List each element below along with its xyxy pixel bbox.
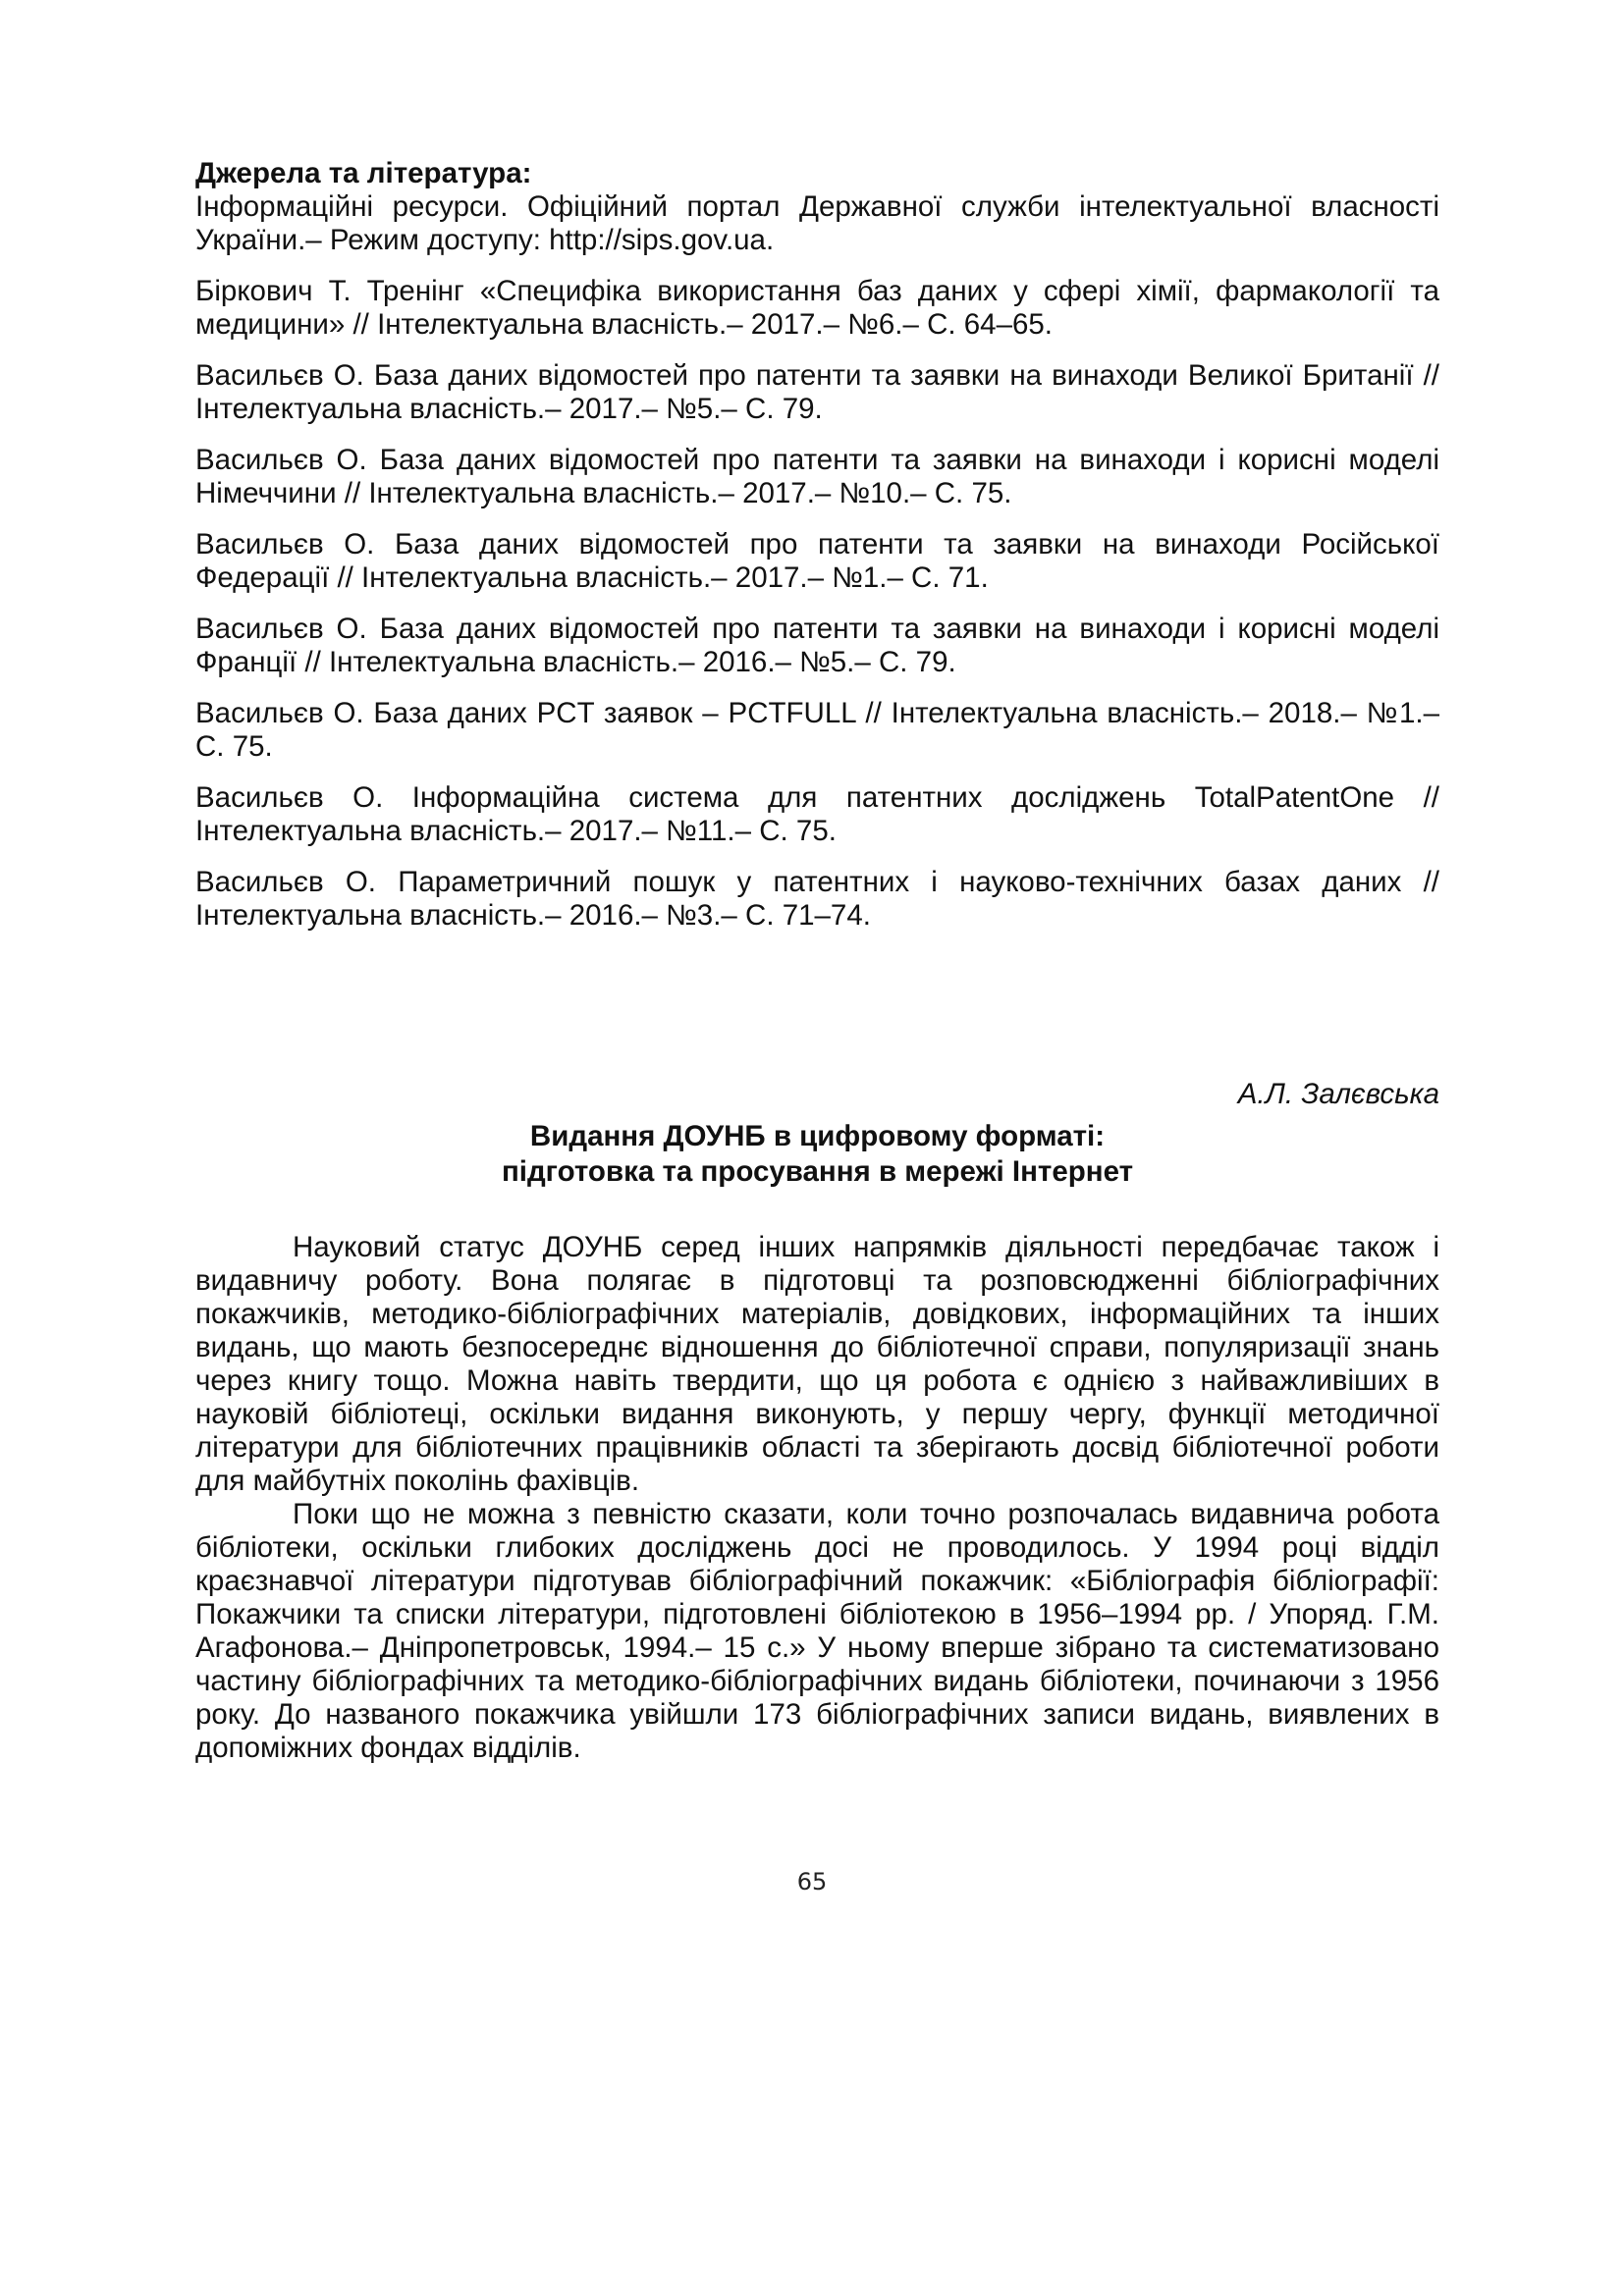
article-title-line-1: Видання ДОУНБ в цифровому форматі: [529,1120,1106,1152]
reference-item: Інформаційні ресурси. Офіційний портал Державної служби інтелектуальної власності України.– Режим доступу: http://sips.gov.ua. [195,190,1439,256]
reference-item: Біркович Т. Тренінг «Специфіка використання баз даних у сфері хімії, фармакології та медицини» // Інтелектуальна власність.– 2017.– №6.– С. 64–65. [195,275,1439,341]
article-author: А.Л. Залєвська [1237,1078,1439,1110]
reference-item: Васильєв О. Параметричний пошук у патентних і науково-технічних базах даних // Інтелектуальна власність.– 2016.– №3.– С. 71–74. [195,866,1439,932]
body-paragraph: Науковий статус ДОУНБ серед інших напрямків діяльності передбачає також і видавничу роботу. Вона полягає в підготовці та розповсюдженні бібліографічних покажчиків, методико-бібліографічних матеріалів, довідкових, інформаційних та інших видань, що мають безпосереднє відношення до бібліотечної справи, популяризації знань через книгу тощо. Можна навіть твердити, що ця робота є однією з найважливіших в науковій бібліотеці, оскільки видання виконують, у першу чергу, функції методичної літератури для бібліотечних працівників області та зберігають досвід бібліотечної роботи для майбутніх поколінь фахівців. [195,1231,1439,1497]
page-content [195,157,1439,1765]
article-title-line-2: підготовка та просування в мережі Інтернет [501,1155,1134,1188]
article-title [195,1119,1439,1190]
reference-list [195,190,1439,933]
reference-item: Васильєв О. База даних відомостей про патенти та заявки на винаходи і корисні моделі Німеччини // Інтелектуальна власність.– 2017.– №10.– С. 75. [195,444,1439,509]
reference-item: Васильєв О. База даних відомостей про патенти та заявки на винаходи Великої Британії // Інтелектуальна власність.– 2017.– №5.– С. 79. [195,359,1439,425]
reference-item: Васильєв О. База даних PCT заявок – PCTFULL // Інтелектуальна власність.– 2018.– №1.– С. 75. [195,697,1439,763]
reference-item: Васильєв О. База даних відомостей про патенти та заявки на винаходи і корисні моделі Франції // Інтелектуальна власність.– 2016.– №5.– С. 79. [195,613,1439,678]
page-number: 65 [796,1868,828,1896]
body-paragraph: Поки що не можна з певністю сказати, коли точно розпочалась видавнича робота бібліотеки, оскільки глибоких досліджень досі не проводилось. У 1994 році відділ краєзнавчої літератури підготував бібліографічний покажчик: «Бібліографія бібліографії: Покажчики та списки літератури, підготовлені бібліотекою в 1956–1994 рр. / Упоряд. Г.М. Агафонова.– Дніпропетровськ, 1994.– 15 с.» У ньому вперше зібрано та систематизовано частину бібліографічних та методико-бібліографічних видань бібліотеки, починаючи з 1956 року. До названого покажчика увійшли 173 бібліографічних записи видань, виявлених в допоміжних фондах відділів. [195,1498,1439,1764]
sources-heading: Джерела та література: [195,157,532,189]
reference-item: Васильєв О. Інформаційна система для патентних досліджень TotalPatentOne // Інтелектуальна власність.– 2017.– №11.– С. 75. [195,781,1439,847]
reference-item: Васильєв О. База даних відомостей про патенти та заявки на винаходи Російської Федерації // Інтелектуальна власність.– 2017.– №1.– С. 71. [195,528,1439,594]
